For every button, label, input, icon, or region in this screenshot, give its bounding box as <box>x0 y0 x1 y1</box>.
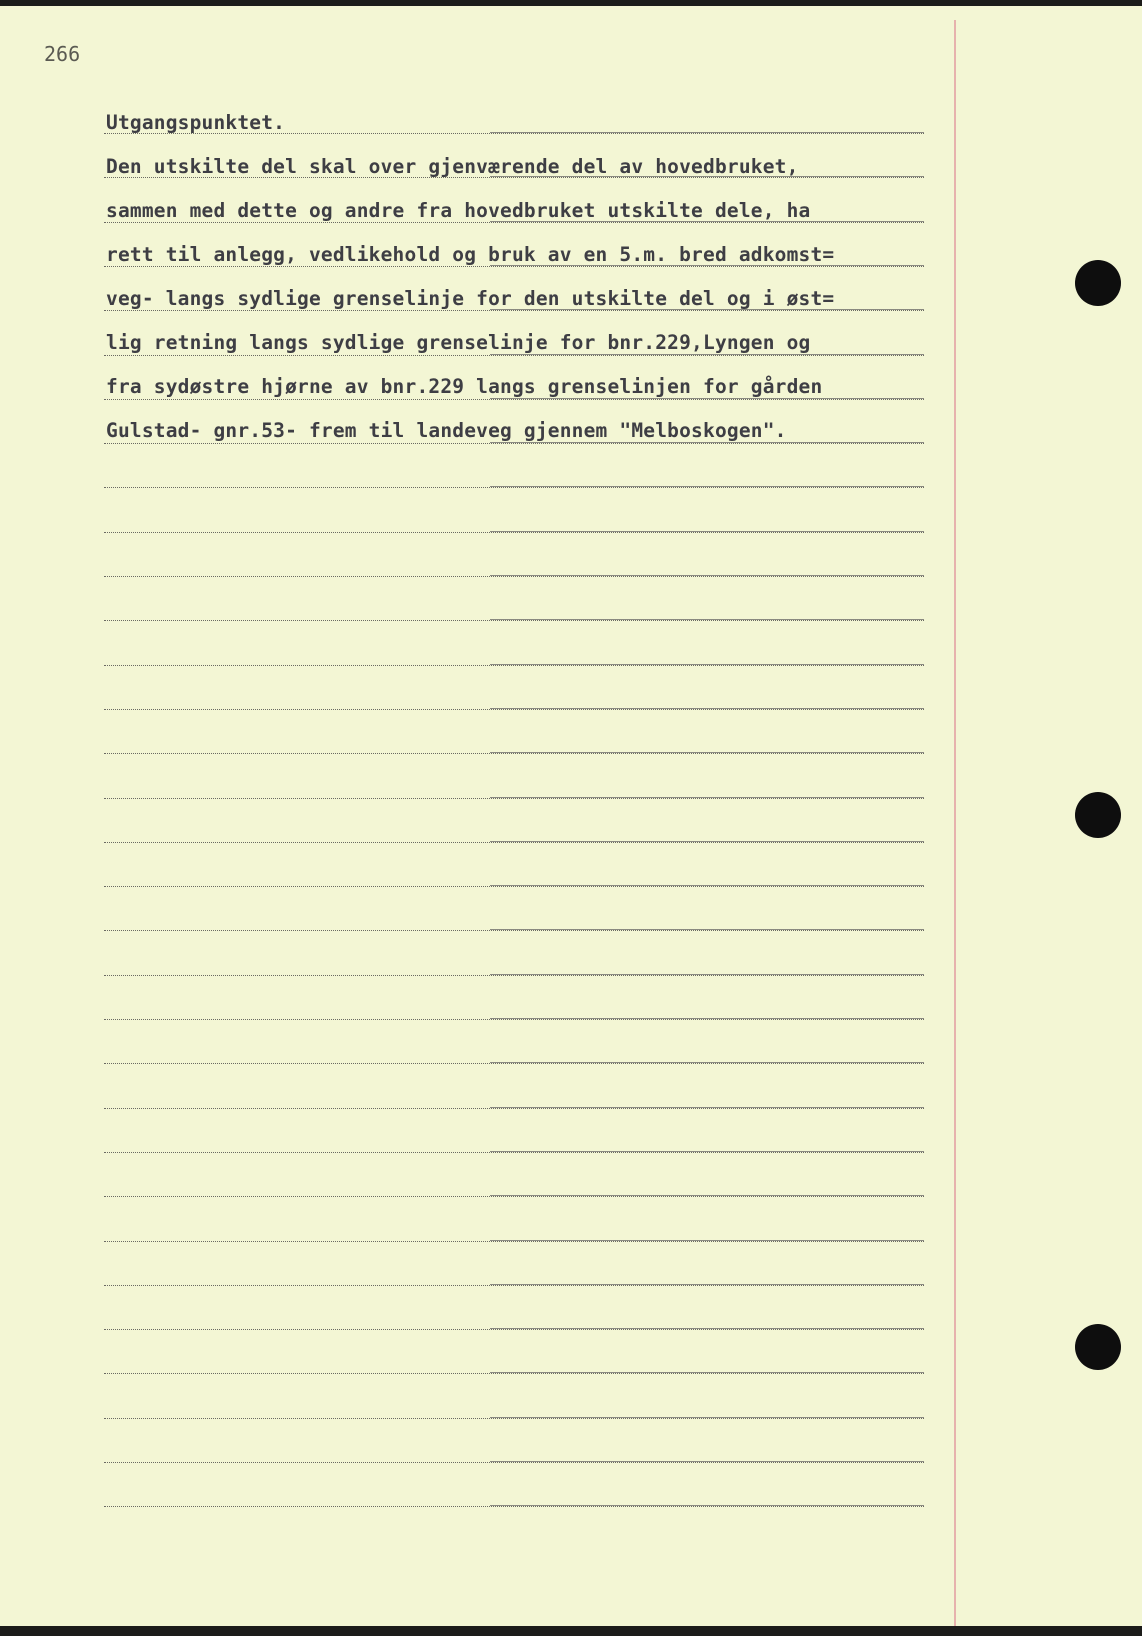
ruled-line <box>104 842 924 843</box>
punch-hole-top <box>1075 260 1121 306</box>
text-line: veg- langs sydlige grenselinje for den utskilte del og i øst= <box>106 287 835 310</box>
ruled-line <box>104 576 924 577</box>
ruled-line <box>104 532 924 533</box>
margin-line <box>954 20 956 1626</box>
ruled-line <box>104 1196 924 1197</box>
ruled-line <box>104 1108 924 1109</box>
ruled-line <box>104 1019 924 1020</box>
text-line: sammen med dette og andre fra hovedbruket utskilte dele, ha <box>106 199 811 222</box>
ruled-line <box>104 753 924 754</box>
page-number: 266 <box>44 42 81 66</box>
text-line: fra sydøstre hjørne av bnr.229 langs grenselinjen for gården <box>106 375 823 398</box>
text-line: Den utskilte del skal over gjenværende del av hovedbruket, <box>106 155 799 178</box>
ledger-page <box>0 6 1142 1626</box>
ruled-line <box>104 1063 924 1064</box>
ruled-line <box>104 1506 924 1507</box>
typed-text <box>106 105 928 457</box>
ruled-line <box>104 1241 924 1242</box>
ruled-line <box>104 487 924 488</box>
punch-hole-middle <box>1075 792 1121 838</box>
ruled-line <box>104 798 924 799</box>
ruled-line <box>104 1462 924 1463</box>
ruled-line <box>104 620 924 621</box>
ruled-line <box>104 1373 924 1374</box>
ruled-line <box>104 1285 924 1286</box>
ruled-line <box>104 930 924 931</box>
text-line: Gulstad- gnr.53- frem til landeveg gjennem "Melboskogen". <box>106 419 787 442</box>
punch-hole-bottom <box>1075 1324 1121 1370</box>
text-line: lig retning langs sydlige grenselinje for bnr.229,Lyngen og <box>106 331 811 354</box>
ruled-line <box>104 1329 924 1330</box>
ruled-line <box>104 975 924 976</box>
ruled-line <box>104 709 924 710</box>
heading: Utgangspunktet. <box>106 111 286 134</box>
ruled-line <box>104 665 924 666</box>
ruled-line <box>104 1152 924 1153</box>
ruled-line <box>104 886 924 887</box>
ruled-line <box>104 1418 924 1419</box>
text-line: rett til anlegg, vedlikehold og bruk av en 5.m. bred adkomst= <box>106 243 835 266</box>
